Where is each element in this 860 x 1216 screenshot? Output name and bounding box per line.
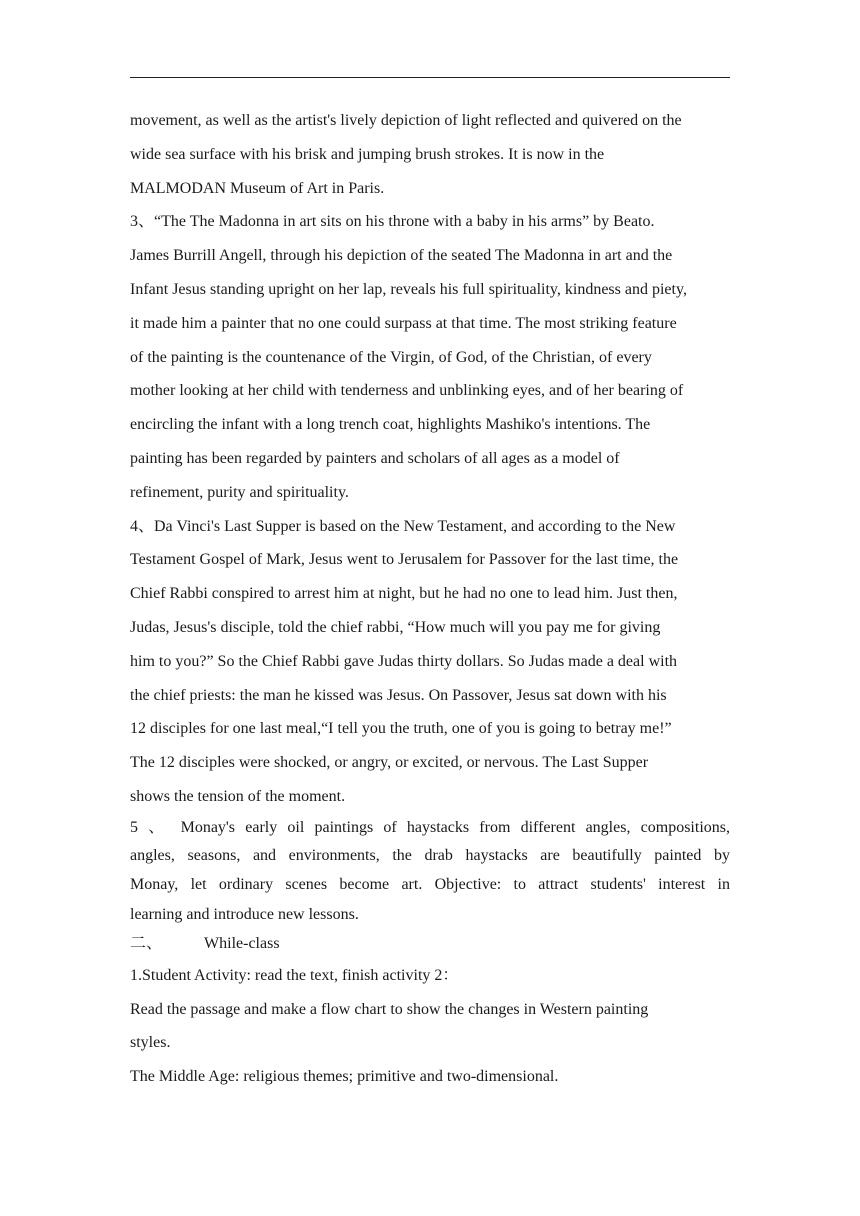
text-line: 3、“The The Madonna in art sits on his throne with a baby in his arms” by Beato.	[130, 213, 655, 231]
text-line: The Middle Age: religious themes; primitive and two-dimensional.	[130, 1068, 559, 1086]
header-rule	[130, 77, 730, 78]
text-line: learning and introduce new lessons.	[130, 905, 359, 923]
text-line: 5 、 Monay's early oil paintings of haystacks from different angles, compositions,	[130, 818, 730, 836]
paragraph-3	[130, 205, 735, 509]
text-line: Chief Rabbi conspired to arrest him at night, but he had no one to lead him. Just then,	[130, 585, 678, 603]
text-line: wide sea surface with his brisk and jumping brush strokes. It is now in the	[130, 145, 605, 163]
page-body	[130, 104, 735, 1094]
text-line: Judas, Jesus's disciple, told the chief rabbi, “How much will you pay me for giving	[130, 618, 661, 636]
text-line: Testament Gospel of Mark, Jesus went to Jerusalem for Passover for the last time, the	[130, 551, 679, 569]
text-line: Infant Jesus standing upright on her lap, reveals his full spirituality, kindness and piety,	[130, 280, 687, 298]
text-line: him to you?” So the Chief Rabbi gave Judas thirty dollars. So Judas made a deal with	[130, 652, 678, 670]
text-line: 4、Da Vinci's Last Supper is based on the New Testament, and according to the New	[130, 517, 676, 535]
text-line: angles, seasons, and environments, the drab haystacks are beautifully painted by	[130, 847, 730, 865]
section-number: 二、	[130, 935, 163, 953]
paragraph-2-continued	[130, 104, 735, 205]
text-line: the chief priests: the man he kissed was Jesus. On Passover, Jesus sat down with his	[130, 686, 667, 704]
text-line: it made him a painter that no one could surpass at that time. The most striking feature	[130, 314, 677, 332]
section-title: While-class	[204, 935, 280, 953]
text-line: 12 disciples for one last meal,“I tell you the truth, one of you is going to betray me!”	[130, 720, 672, 738]
text-line: The 12 disciples were shocked, or angry, or excited, or nervous. The Last Supper	[130, 754, 649, 772]
text-line: James Burrill Angell, through his depiction of the seated The Madonna in art and the	[130, 247, 673, 265]
text-line: styles.	[130, 1034, 171, 1052]
text-line: 1.Student Activity: read the text, finish activity 2：	[130, 966, 459, 984]
activity-block	[130, 959, 735, 1094]
paragraph-4	[130, 510, 735, 814]
text-line: Read the passage and make a flow chart to show the changes in Western painting	[130, 1000, 649, 1018]
text-line: Monay, let ordinary scenes become art. Objective: to attract students' interest in	[130, 876, 730, 894]
text-line: movement, as well as the artist's lively depiction of light reflected and quivered on the	[130, 112, 682, 129]
text-line: encircling the infant with a long trench coat, highlights Mashiko's intentions. The	[130, 416, 651, 434]
text-line: of the painting is the countenance of the Virgin, of God, of the Christian, of every	[130, 348, 652, 366]
text-line: painting has been regarded by painters and scholars of all ages as a model of	[130, 449, 620, 467]
text-line: refinement, purity and spirituality.	[130, 483, 349, 501]
paragraph-5	[130, 814, 735, 930]
text-line: mother looking at her child with tenderness and unblinking eyes, and of her bearing of	[130, 382, 684, 400]
section-heading	[130, 929, 735, 959]
text-line: MALMODAN Museum of Art in Paris.	[130, 179, 385, 197]
text-line: shows the tension of the moment.	[130, 787, 346, 805]
